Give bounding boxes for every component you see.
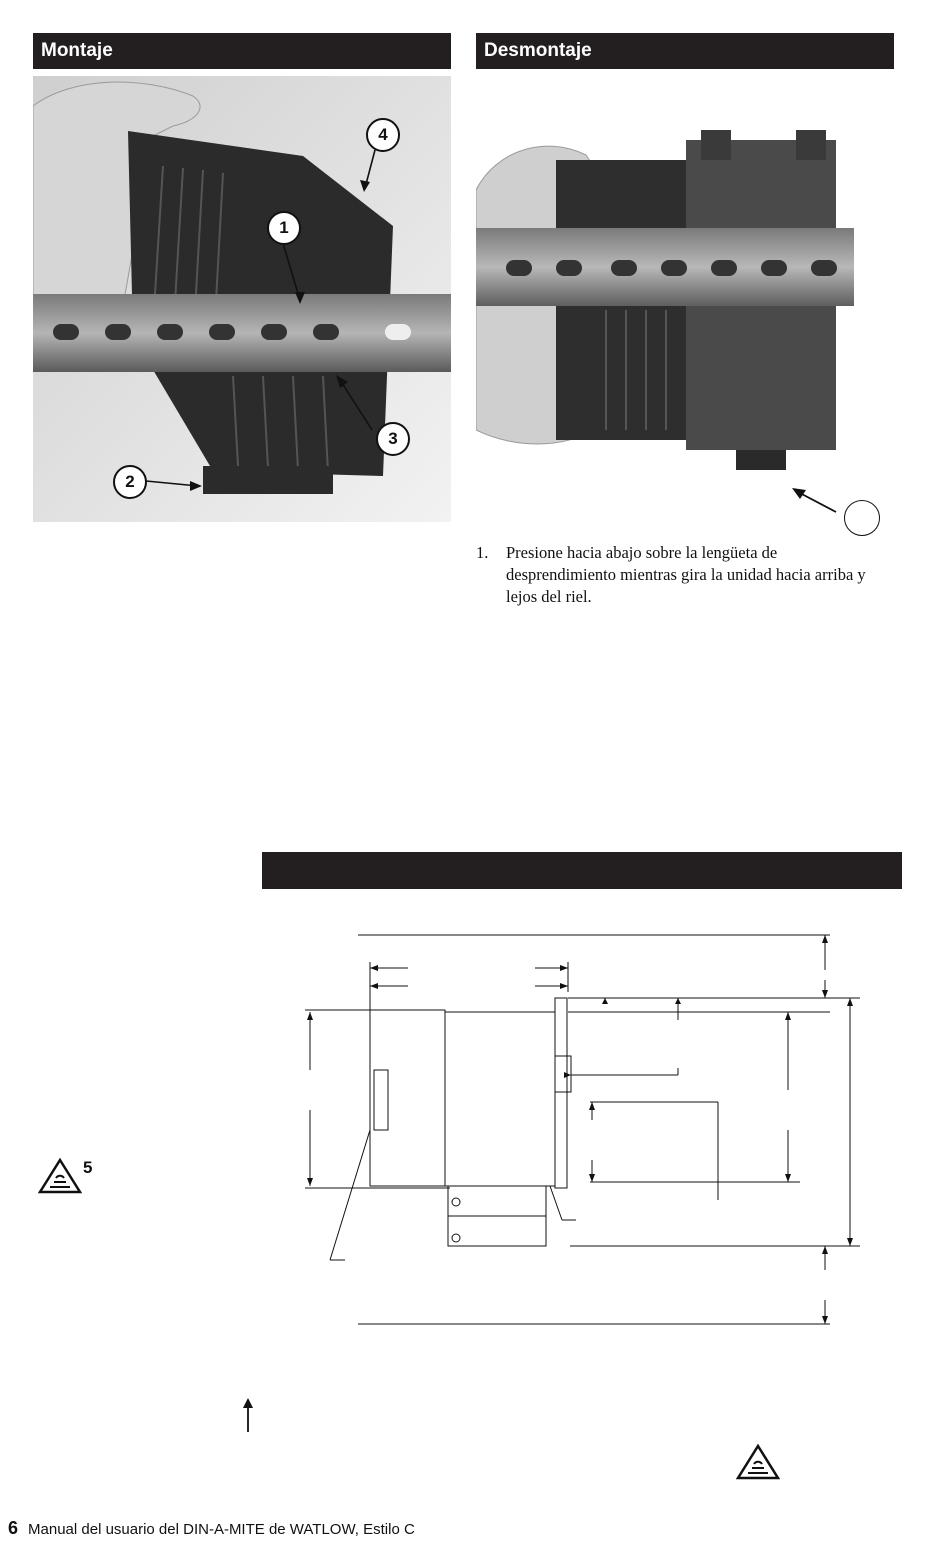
mount-section-header (33, 33, 451, 69)
warning-note-number: 5 (83, 1158, 93, 1177)
mount-section-title: Montaje (41, 40, 113, 61)
arrow-up-icon (240, 1398, 256, 1437)
unmount-section-header (476, 33, 894, 69)
unmount-step-1 (476, 542, 876, 608)
hot-surface-warning-icon (38, 1158, 82, 1199)
mount-callout-2: 2 (113, 465, 147, 499)
page-footer (8, 1518, 415, 1539)
mount-callout-1: 1 (267, 211, 301, 245)
hot-surface-warning-icon-2 (736, 1444, 780, 1485)
dimension-drawing (300, 920, 870, 1345)
step-number: 1. (476, 543, 489, 562)
page-number: 6 (8, 1518, 19, 1538)
unmount-section-title: Desmontaje (484, 40, 592, 61)
mount-callout-4: 4 (366, 118, 400, 152)
dimensions-section-header (262, 852, 902, 889)
mount-callout-3: 3 (376, 422, 410, 456)
step-text: Presione hacia abajo sobre la lengüeta de desprendimiento mientras gira la unidad hacia arriba y lejos del riel. (506, 543, 866, 606)
unmount-photo (476, 130, 854, 480)
unmount-steps (476, 542, 876, 608)
unmount-callout-circle (844, 500, 880, 536)
footer-text: Manual del usuario del DIN-A-MITE de WATLOW, Estilo C (28, 1521, 415, 1538)
